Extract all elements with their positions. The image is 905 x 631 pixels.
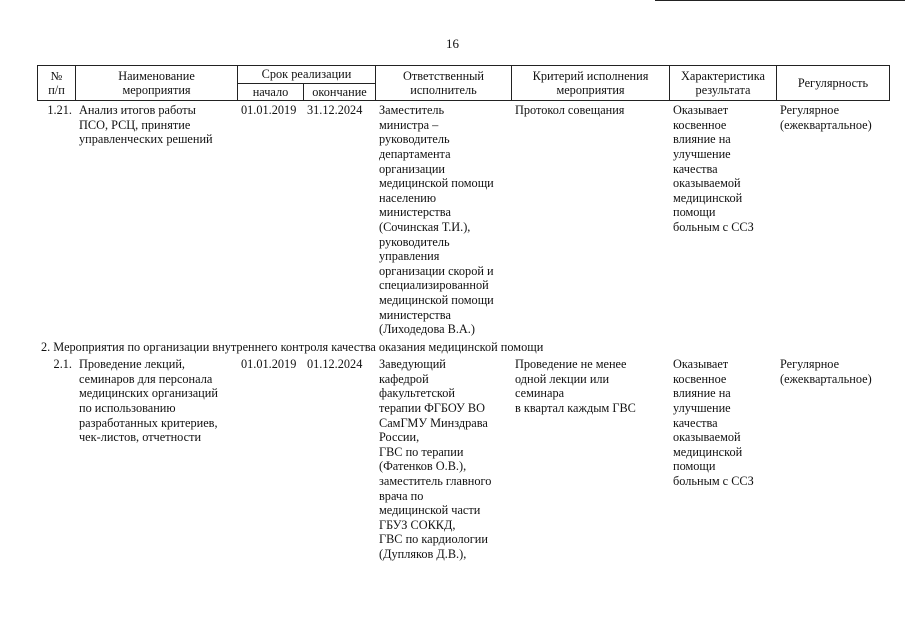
table-row (38, 355, 890, 562)
top-edge-line (655, 0, 905, 1)
row-regularity: Регулярное (ежеквартальное) (780, 103, 872, 132)
section-heading-row (38, 338, 890, 356)
header-start: начало (238, 83, 304, 101)
row-end: 31.12.2024 (307, 103, 363, 118)
row-name: Анализ итогов работы ПСО, РСЦ, принятие управленческих решений (79, 103, 213, 147)
table-header-row (38, 66, 890, 84)
header-regularity: Регулярность (777, 66, 890, 101)
row-executor: Заведующий кафедрой факультетской терапии ФГБОУ ВО СамГМУ Минздрава России, ГВС по терапии (Фатенков О.В.), заместитель главного врача по медицинской части ГБУЗ СОККД, ГВС по кардиологии (Дупляков Д.В.), (379, 357, 492, 561)
row-start: 01.01.2019 (241, 357, 297, 372)
row-regularity: Регулярное (ежеквартальное) (780, 357, 872, 386)
row-num: 1.21. (47, 103, 72, 118)
header-end: окончание (304, 83, 376, 101)
row-end: 01.12.2024 (307, 357, 363, 372)
page-number: 16 (446, 36, 459, 51)
row-executor: Заместитель министра – руководитель департамента организации медицинской помощи населению министерства (Сочинская Т.И.), руководитель управления организации скорой и специализированной медицинской помощи министерства (Лиходедова В.А.) (379, 103, 494, 337)
row-num: 2.1. (53, 357, 72, 372)
row-name: Проведение лекций, семинаров для персонала медицинских организаций по использованию разработанных критериев, чек-листов, отчетности (79, 357, 218, 445)
header-executor: Ответственный исполнитель (376, 66, 512, 101)
row-start: 01.01.2019 (241, 103, 297, 118)
header-num: № п/п (38, 66, 76, 101)
section-heading: 2. Мероприятия по организации внутреннего контроля качества оказания медицинской помощи (41, 339, 544, 354)
table-row (38, 101, 890, 338)
header-criterion: Критерий исполнения мероприятия (512, 66, 670, 101)
row-criterion: Протокол совещания (515, 103, 625, 118)
header-term: Срок реализации (238, 66, 376, 84)
row-result: Оказывает косвенное влияние на улучшение качества оказываемой медицинской помощи больным с ССЗ (673, 103, 754, 234)
row-criterion: Проведение не менее одной лекции или семинара в квартал каждым ГВС (515, 357, 636, 416)
row-result: Оказывает косвенное влияние на улучшение качества оказываемой медицинской помощи больным с ССЗ (673, 357, 754, 489)
activities-table (37, 65, 890, 563)
header-result: Характеристика результата (670, 66, 777, 101)
header-name: Наименование мероприятия (76, 66, 238, 101)
